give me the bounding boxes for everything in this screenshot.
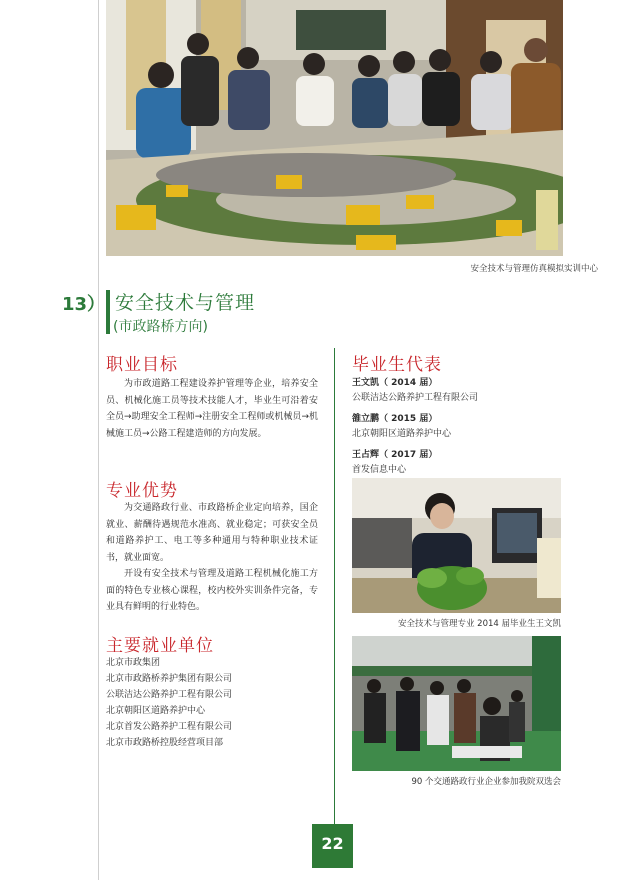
advantages-paragraph-1: 为交通路政行业、市政路桥企业定向培养，国企就业、薪酬待遇规范水准高、就业稳定；可获安全员和道路养护工、电工等多种通用与特种职业技术证书，就业面宽。: [106, 503, 318, 563]
advantages-text: [106, 500, 318, 616]
list-item: 北京首发公路养护工程有限公司: [106, 722, 233, 732]
section-accent-bar: [106, 290, 110, 334]
advantages-heading: 专业优势: [106, 481, 178, 501]
graduate-entry: [352, 412, 572, 441]
graduate-name: 王占辉（ 2017 届）: [352, 450, 438, 460]
career-goal-heading: 职业目标: [106, 355, 178, 375]
graduate-org: 北京朝阳区道路养护中心: [352, 429, 452, 439]
job-fair-photo-caption: 90 个交通路政行业企业参加我院双选会: [411, 777, 561, 787]
employers-list: [106, 655, 326, 751]
graduate-name: 雒立鹏（ 2015 届）: [352, 414, 438, 424]
graduate-org: 首发信息中心: [352, 465, 407, 475]
section-title: 安全技术与管理: [115, 292, 256, 314]
graduate-photo-caption: 安全技术与管理专业 2014 届毕业生王文凯: [397, 619, 561, 629]
list-item: 北京市政路桥控股经营项目部: [106, 738, 224, 748]
section-subtitle: (市政路桥方向): [113, 319, 208, 335]
employers-heading: 主要就业单位: [106, 636, 214, 656]
graduate-name: 王文凯（ 2014 届）: [352, 378, 438, 388]
page-number: 22: [312, 824, 353, 868]
advantages-paragraph-2: 开设有安全技术与管理及道路工程机械化施工方面的特色专业核心课程，校内校外实训条件完备，专业具有鲜明的行业特色。: [106, 569, 318, 612]
list-item: 北京市政集团: [106, 658, 161, 668]
graduate-org: 公联洁达公路养护工程有限公司: [352, 393, 479, 403]
page-margin-line: [98, 0, 99, 880]
job-fair-photo: [352, 636, 561, 771]
graduates-heading: 毕业生代表: [352, 355, 442, 375]
column-divider: [334, 348, 335, 824]
list-item: 北京市政路桥养护集团有限公司: [106, 674, 233, 684]
graduate-photo: [352, 478, 561, 613]
career-goal-paragraph: 为市政道路工程建设养护管理等企业，培养安全员、机械化施工员等技术技能人才，毕业生可沿着安全员→助理安全工程师→注册安全工程师或机械员→机械施工员→公路工程建造师的方向发展。: [106, 379, 318, 439]
list-item: 北京朝阳区道路养护中心: [106, 706, 206, 716]
list-item: 公联洁达公路养护工程有限公司: [106, 690, 233, 700]
top-photo-caption: 安全技术与管理仿真模拟实训中心: [470, 264, 598, 274]
section-number: 13）: [62, 294, 106, 315]
career-goal-text: [106, 376, 318, 442]
graduates-list: [352, 376, 572, 484]
training-center-photo: [106, 0, 563, 256]
graduate-entry: [352, 376, 572, 405]
graduate-entry: [352, 448, 572, 477]
